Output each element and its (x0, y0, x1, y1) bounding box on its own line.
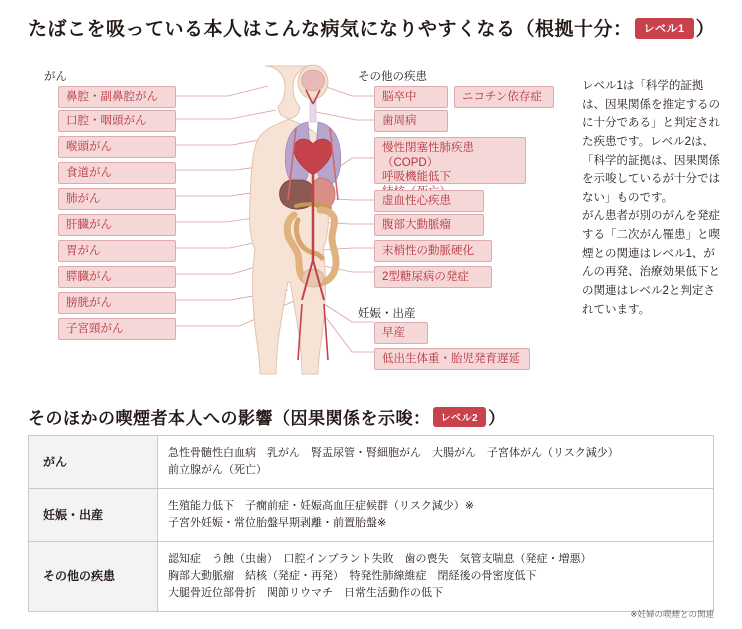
human-body-diagram (228, 60, 398, 380)
disease-box-other-3-line2: 呼吸機能低下 (382, 171, 451, 184)
table-cell-items (158, 436, 714, 489)
level2-badge: レベル2 (433, 407, 487, 427)
table-cell-category: 妊娠・出産 (29, 489, 158, 542)
disease-box-other-3-line1: 慢性閉塞性肺疾患（COPD） (382, 142, 474, 169)
table-item-line: 子宮外妊娠・常位胎盤早期剥離・前置胎盤※ (168, 517, 387, 530)
page-title-secondary-close: ） (488, 409, 506, 428)
table-row (29, 489, 714, 542)
disease-box-cancer-2: 喉頭がん (58, 136, 176, 158)
disease-box-cancer-9: 子宮頸がん (58, 318, 176, 340)
disease-box-cancer-5: 肝臓がん (58, 214, 176, 236)
disease-box-cancer-6: 胃がん (58, 240, 176, 262)
table-item-line: 急性骨髄性白血病 乳がん 腎盂尿管・腎細胞がん 大腸がん 子宮体がん（リスク減少） (168, 447, 619, 459)
table-cell-items (158, 489, 714, 542)
disease-box-other-5: 腹部大動脈瘤 (374, 214, 484, 236)
table-cell-items (158, 542, 714, 612)
table-item-line: 大腿骨近位部骨折 関節リウマチ 日常生活動作の低下 (168, 587, 443, 600)
page-title-secondary (28, 404, 506, 429)
disease-box-other-7: 2型糖尿病の発症 (374, 266, 492, 288)
table-row (29, 542, 714, 612)
table-cell-category: がん (29, 436, 158, 489)
disease-box-other-1: ニコチン依存症 (454, 86, 554, 108)
disease-box-cancer-4: 肺がん (58, 188, 176, 210)
column-heading-pregnancy: 妊娠・出産 (358, 308, 416, 320)
level1-badge: レベル1 (635, 18, 694, 39)
column-heading-cancer: がん (44, 71, 67, 83)
disease-box-pregnancy-0: 早産 (374, 322, 428, 344)
table-item-line: 前立腺がん（死亡） (168, 464, 267, 477)
table-row (29, 436, 714, 489)
page-title-primary-close: ） (695, 19, 716, 40)
explanation-text: レベル1は「科学的証拠は、因果関係を推定するのに十分である」と判定された疾患です。レベル2は、「科学的証拠は、因果関係を示唆しているが十分ではない」ものです。 がん患者が別のがんを発症する「二次がん罹患」と喫煙との関連はレベル1、がんの再発、治療効果低下との関連はレベル2と判定されています。 (582, 80, 720, 316)
disease-box-other-4: 虚血性心疾患 (374, 190, 484, 212)
table-cell-category: その他の疾患 (29, 542, 158, 612)
table-item-line: 生殖能力低下 子癇前症・妊娠高血圧症候群（リスク減少）※ (168, 500, 474, 513)
page-title-primary-text: たばこを吸っている本人はこんな病気になりやすくなる（根拠十分： (28, 19, 633, 40)
disease-box-cancer-1: 口腔・咽頭がん (58, 110, 176, 132)
disease-box-cancer-3: 食道がん (58, 162, 176, 184)
table-footnote: ※妊婦の喫煙との関連 (630, 609, 714, 619)
page-title-secondary-text: そのほかの喫煙者本人への影響（因果関係を示唆： (28, 409, 431, 428)
disease-box-cancer-8: 膀胱がん (58, 292, 176, 314)
disease-box-other-3 (374, 137, 526, 184)
disease-box-cancer-7: 膵臓がん (58, 266, 176, 288)
disease-box-other-0: 脳卒中 (374, 86, 448, 108)
disease-box-other-6: 末梢性の動脈硬化 (374, 240, 492, 262)
table-item-line: 胸部大動脈瘤 結核（発症・再発） 特発性肺線維症 閉経後の骨密度低下 (168, 570, 537, 583)
disease-box-pregnancy-1: 低出生体重・胎児発育遅延 (374, 348, 530, 370)
level2-effects-table (28, 435, 714, 612)
column-heading-other: その他の疾患 (358, 71, 427, 83)
disease-box-other-2: 歯周病 (374, 110, 448, 132)
disease-box-cancer-0: 鼻腔・副鼻腔がん (58, 86, 176, 108)
table-item-line: 認知症 う蝕（虫歯） 口腔インプラント失敗 歯の喪失 気管支喘息（発症・増悪） (168, 553, 592, 566)
